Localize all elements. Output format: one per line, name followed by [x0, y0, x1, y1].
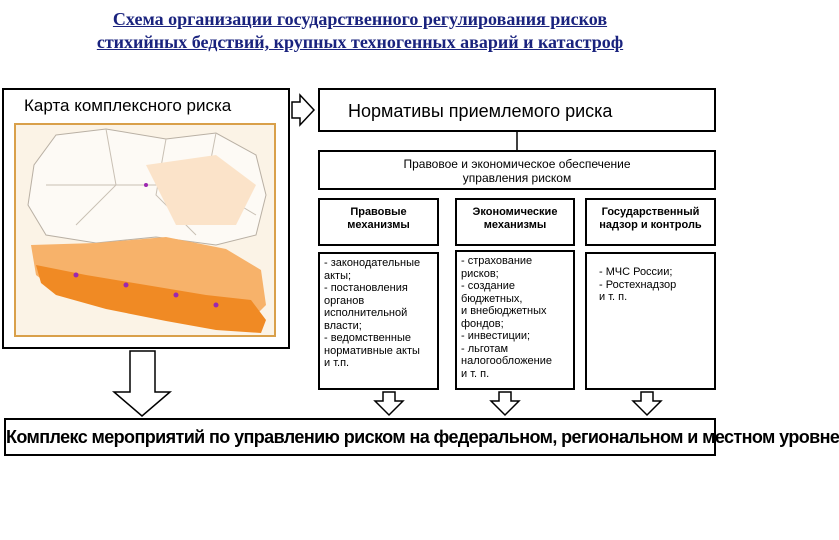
list-item: и т.п. [324, 357, 350, 369]
state-supervision-head-2: надзор и контроль [599, 219, 702, 231]
legal-mechanisms-head-1: Правовые [350, 206, 407, 218]
list-item: - законодательные [324, 257, 421, 269]
list-item: - постановления [324, 282, 408, 294]
list-item: - создание [461, 280, 516, 292]
arrow-right-icon [292, 95, 314, 125]
acceptable-risk-norms-title: Нормативы приемлемого риска [348, 101, 613, 121]
economic-mechanisms-head-1: Экономические [472, 206, 558, 218]
list-item: бюджетных, [461, 292, 523, 305]
economic-mechanisms-head-2: механизмы [483, 219, 547, 231]
title-line-2: стихийных бедствий, крупных техногенных аварий и катастроф [96, 32, 624, 52]
arrow-down-icon [633, 392, 661, 415]
arrow-down-icon [375, 392, 403, 415]
list-item: акты; [324, 269, 352, 282]
list-item: - ведомственные [324, 332, 411, 344]
legal-support-line-2: управления риском [462, 171, 572, 185]
list-item: - страхование [461, 255, 533, 267]
list-item: власти; [324, 319, 362, 332]
list-item: налогообложение [461, 355, 553, 367]
list-item: органов [324, 294, 365, 307]
list-item: - льготам [461, 342, 509, 355]
risk-map-title: Карта комплексного риска [24, 96, 232, 115]
list-item: фондов; [461, 317, 504, 330]
legal-mechanisms-head-2: механизмы [347, 219, 410, 231]
list-item: - инвестиции; [461, 330, 531, 342]
list-item: нормативные акты [324, 344, 420, 357]
list-item: и т. п. [461, 367, 490, 380]
list-item: рисков; [461, 267, 499, 280]
title-line-1: Схема организации государственного регулирования рисков [112, 9, 608, 29]
state-supervision-head-1: Государственный [601, 206, 700, 218]
legal-support-line-1: Правовое и экономическое обеспечение [403, 157, 631, 171]
list-item: и внебюджетных [461, 305, 547, 317]
list-item: - МЧС России; [599, 266, 673, 278]
list-item: и т. п. [599, 291, 628, 303]
list-item: - Ростехнадзор [599, 278, 677, 291]
arrow-down-icon [114, 351, 170, 416]
risk-management-measures-text: Комплекс мероприятий по управлению риском на федеральном, региональном и местном уровне [6, 427, 839, 447]
list-item: исполнительной [324, 307, 408, 319]
arrow-down-icon [491, 392, 519, 415]
